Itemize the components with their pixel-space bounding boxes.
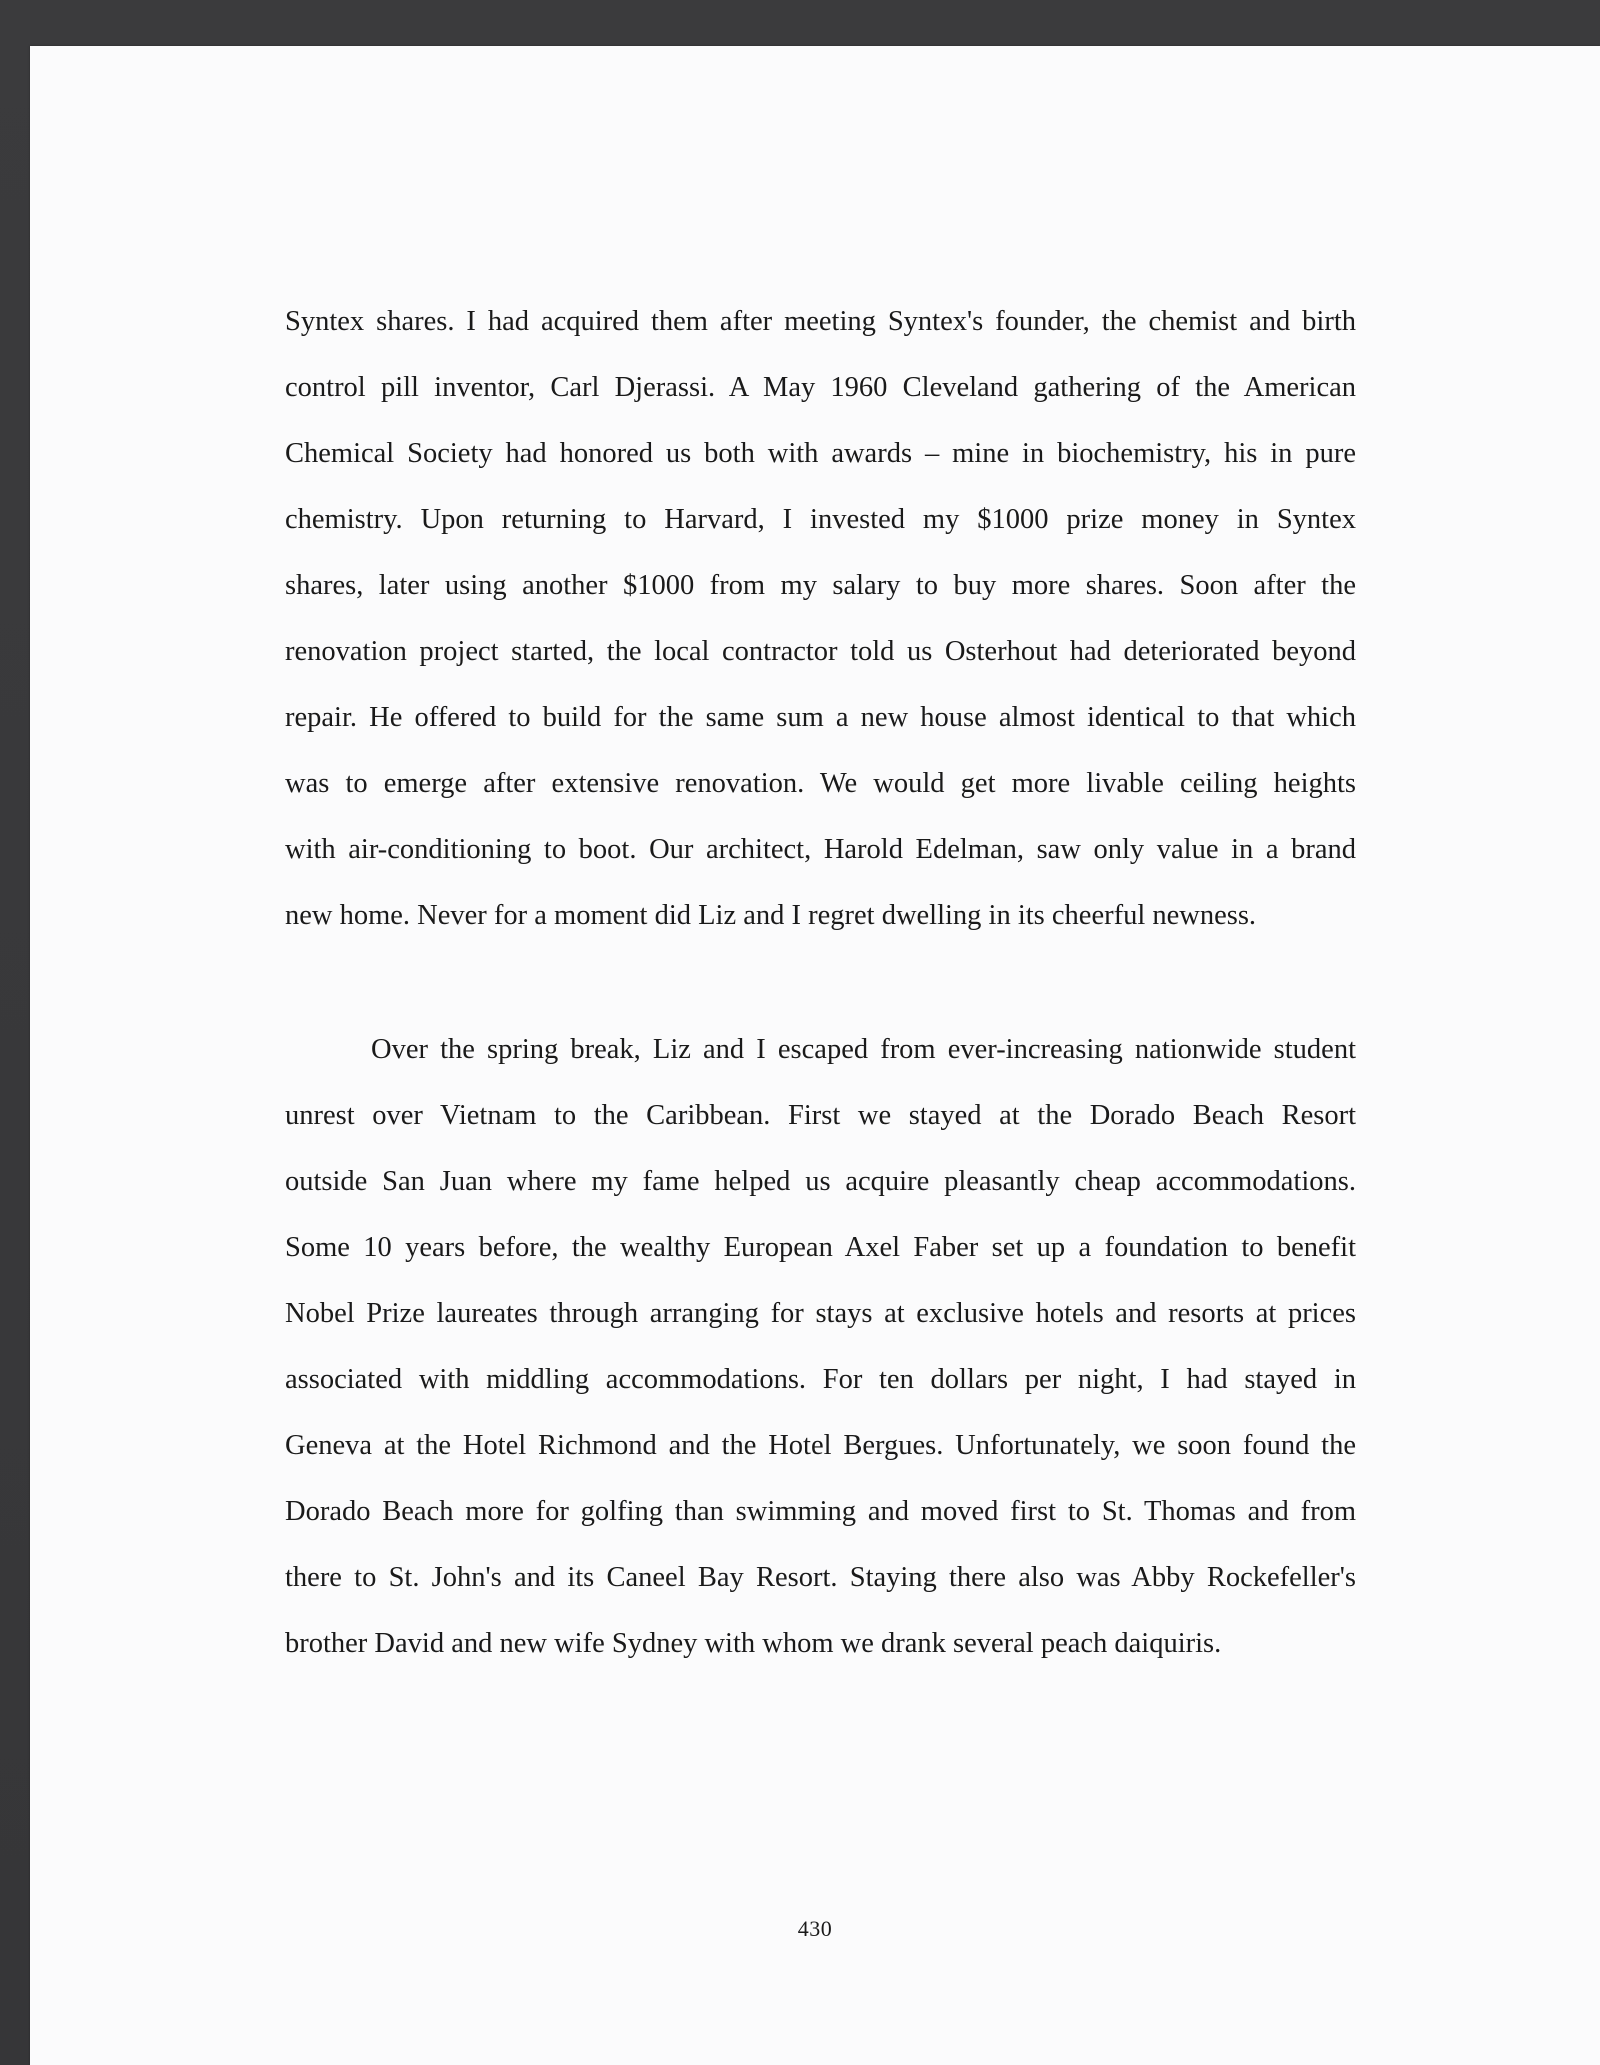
text-line: control pill inventor, Carl Djerassi. A May 1960 Cleveland gathering of the American (285, 372, 1356, 403)
text-line: associated with middling accommodations. For ten dollars per night, I had stayed in (285, 1364, 1356, 1395)
text-line: renovation project started, the local contractor told us Osterhout had deteriorated beyond (285, 636, 1356, 667)
text-line: new home. Never for a moment did Liz and I regret dwelling in its cheerful newness. (285, 900, 1257, 931)
text-line: Dorado Beach more for golfing than swimming and moved first to St. Thomas and from (285, 1496, 1356, 1527)
text-line: Chemical Society had honored us both with awards – mine in biochemistry, his in pure (285, 438, 1356, 469)
text-line: brother David and new wife Sydney with whom we drank several peach daiquiris. (285, 1628, 1222, 1659)
text-line: repair. He offered to build for the same sum a new house almost identical to that which (285, 702, 1356, 733)
text-line: with air-conditioning to boot. Our architect, Harold Edelman, saw only value in a brand (285, 834, 1356, 865)
text-line: unrest over Vietnam to the Caribbean. First we stayed at the Dorado Beach Resort (285, 1100, 1356, 1131)
text-line: Syntex shares. I had acquired them after meeting Syntex's founder, the chemist and birth (285, 306, 1356, 337)
text-line: Nobel Prize laureates through arranging for stays at exclusive hotels and resorts at prices (285, 1298, 1356, 1329)
page-number: 430 (797, 1916, 833, 1941)
text-line: Over the spring break, Liz and I escaped from ever-increasing nationwide student (371, 1034, 1356, 1065)
paragraph-2 (285, 1017, 1356, 1677)
text-line: Geneva at the Hotel Richmond and the Hotel Bergues. Unfortunately, we soon found the (285, 1430, 1356, 1461)
text-line: there to St. John's and its Caneel Bay Resort. Staying there also was Abby Rockefeller's (285, 1562, 1356, 1593)
text-line: chemistry. Upon returning to Harvard, I invested my $1000 prize money in Syntex (285, 504, 1356, 535)
text-line: shares, later using another $1000 from my salary to buy more shares. Soon after the (285, 570, 1356, 601)
text-line: outside San Juan where my fame helped us acquire pleasantly cheap accommodations. (285, 1166, 1356, 1197)
text-line: was to emerge after extensive renovation. We would get more livable ceiling heights (285, 768, 1356, 799)
document-page (30, 46, 1600, 2065)
paragraph-1 (285, 289, 1356, 949)
text-line: Some 10 years before, the wealthy European Axel Faber set up a foundation to benefit (285, 1232, 1356, 1263)
